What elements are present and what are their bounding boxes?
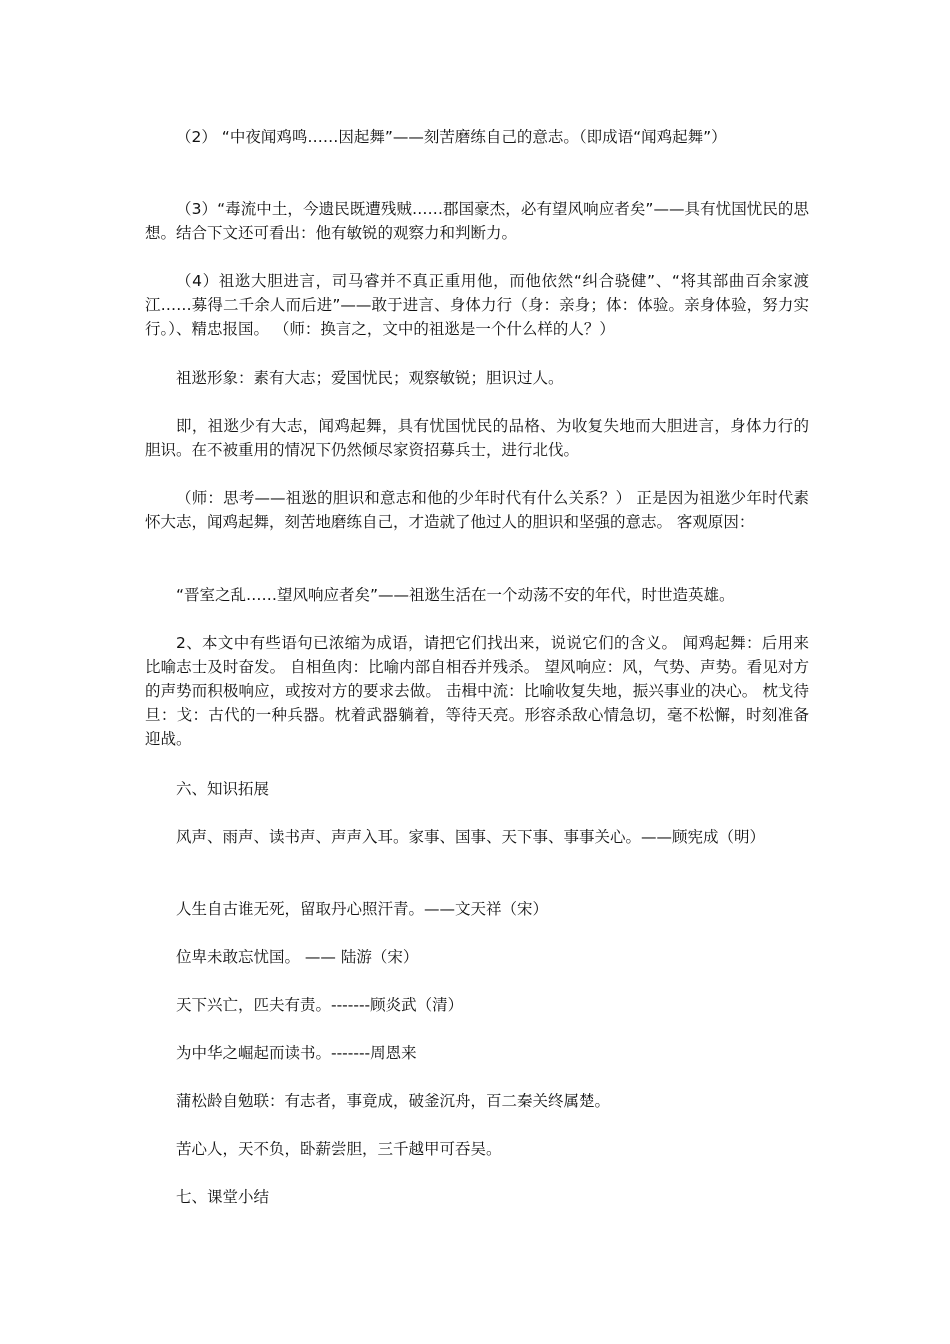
- quote-gu-xiancheng: 风声、雨声、读书声、声声入耳。家事、国事、天下事、事事关心。——顾宪成（明）: [176, 828, 766, 846]
- paragraph-point-3: （3）“毒流中土，今遗民既遭残贼……郡国豪杰，必有望风响应者矣”——具有忧国忧民的思想。结合下文还可看出：他有敏锐的观察力和判断力。: [145, 200, 809, 242]
- paragraph-objective-reason: “晋室之乱……望风响应者矣”——祖逖生活在一个动荡不安的年代，时世造英雄。: [176, 586, 735, 604]
- quote-lu-you: 位卑未敢忘忧国。 —— 陆游（宋）: [176, 948, 419, 966]
- paragraph-teacher-question: （师：思考——祖逖的胆识和意志和他的少年时代有什么关系？） 正是因为祖逖少年时代素怀大志，闻鸡起舞，刻苦地磨练自己，才造就了他过人的胆识和坚强的意志。 客观原因：: [145, 489, 809, 531]
- quote-zhou-enlai: 为中华之崛起而读书。-------周恩来: [176, 1044, 417, 1062]
- quote-gu-yanwu: 天下兴亡，匹夫有责。-------顾炎武（清）: [176, 996, 464, 1014]
- paragraph-character-image: 祖逖形象：素有大志；爱国忧民；观察敏锐；胆识过人。: [176, 369, 564, 387]
- paragraph-idioms: 2、本文中有些语句已浓缩为成语，请把它们找出来，说说它们的含义。 闻鸡起舞：后用来比喻志士及时奋发。 自相鱼肉：比喻内部自相吞并残杀。 望风响应：风，气势、声势。看见对方的声势而积极响应，或按对方的要求去做。 击楫中流：比喻收复失地，振兴事业的决心。 枕戈待旦：戈：古代的一种兵器。枕着武器躺着，等待天亮。形容杀敌心情急切，毫不松懈，时刻准备迎战。: [145, 634, 809, 748]
- paragraph-summary: 即，祖逖少有大志，闻鸡起舞，具有忧国忧民的品格、为收复失地而大胆进言，身体力行的胆识。在不被重用的情况下仍然倾尽家资招募兵士，进行北伐。: [145, 417, 809, 459]
- paragraph-point-2: （2） “中夜闻鸡鸣……因起舞”——刻苦磨练自己的意志。（即成语“闻鸡起舞”）: [176, 128, 727, 146]
- quote-pu-songling: 蒲松龄自勉联：有志者，事竟成，破釜沉舟，百二秦关终属楚。: [176, 1092, 611, 1110]
- quote-wen-tianxiang: 人生自古谁无死，留取丹心照汗青。——文天祥（宋）: [176, 900, 549, 918]
- paragraph-point-4: （4）祖逖大胆进言，司马睿并不真正重用他，而他依然“纠合骁健”、“将其部曲百余家渡江……募得二千余人而后进”——敢于进言、身体力行（身：亲身；体：体验。亲身体验，努力实行。）、精忠报国。 （师：换言之，文中的祖逖是一个什么样的人？）: [145, 272, 809, 338]
- section-heading-class-summary: 七、课堂小结: [176, 1188, 270, 1206]
- section-heading-knowledge-extension: 六、知识拓展: [176, 780, 270, 798]
- quote-couplet-second-line: 苦心人，天不负，卧薪尝胆，三千越甲可吞吴。: [176, 1140, 502, 1158]
